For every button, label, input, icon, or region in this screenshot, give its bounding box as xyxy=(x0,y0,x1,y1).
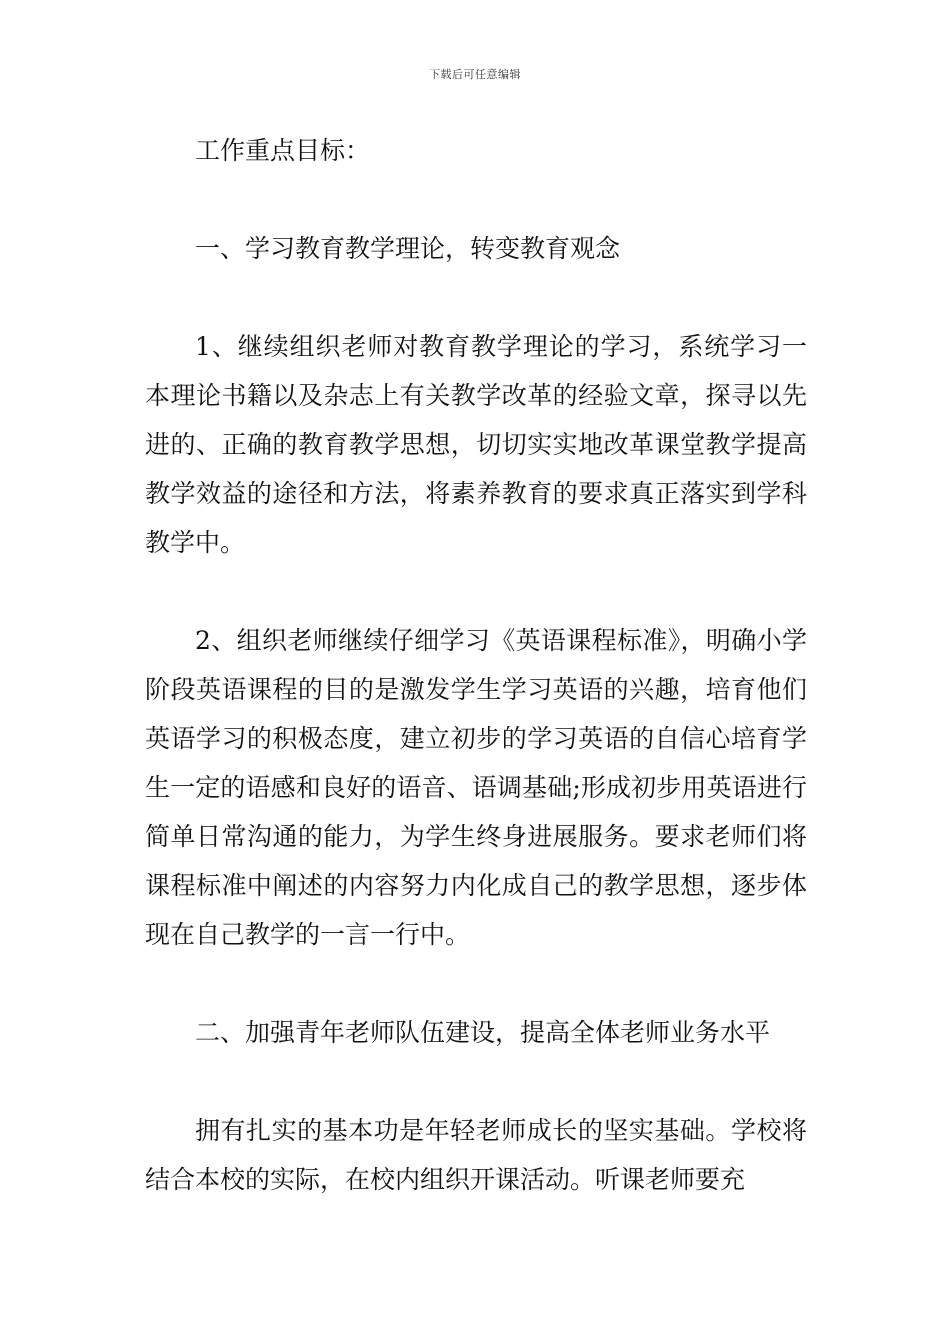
section-heading-2: 二、加强青年老师队伍建设，提高全体老师业务水平 xyxy=(195,1018,771,1047)
document-body xyxy=(145,126,807,1253)
section-label: 工作重点目标： xyxy=(195,136,371,165)
section-heading-1: 一、学习教育教学理论，转变教育观念 xyxy=(195,234,621,263)
page-header: 下载后可任意编辑 xyxy=(429,68,521,81)
paragraph-item-1: 1、继续组织老师对教育教学理论的学习，系统学习一本理论书籍以及杂志上有关教学改革的经验文章，探寻以先进的、正确的教育教学思想，切切实实地改革课堂教学提高教学效益的途径和方法，将素养教育的要求真正落实到学科教学中。 xyxy=(145,332,807,557)
paragraph-item-2: 2、组织老师继续仔细学习《英语课程标准》，明确小学阶段英语课程的目的是激发学生学习英语的兴趣，培育他们英语学习的积极态度，建立初步的学习英语的自信心培育学生一定的语感和良好的语音、语调基础;形成初步用英语进行简单日常沟通的能力，为学生终身进展服务。要求老师们将课程标准中阐述的内容努力内化成自己的教学思想，逐步体现在自己教学的一言一行中。 xyxy=(145,626,807,949)
paragraph-body: 拥有扎实的基本功是年轻老师成长的坚实基础。学校将结合本校的实际，在校内组织开课活动。听课老师要充 xyxy=(145,1116,807,1194)
